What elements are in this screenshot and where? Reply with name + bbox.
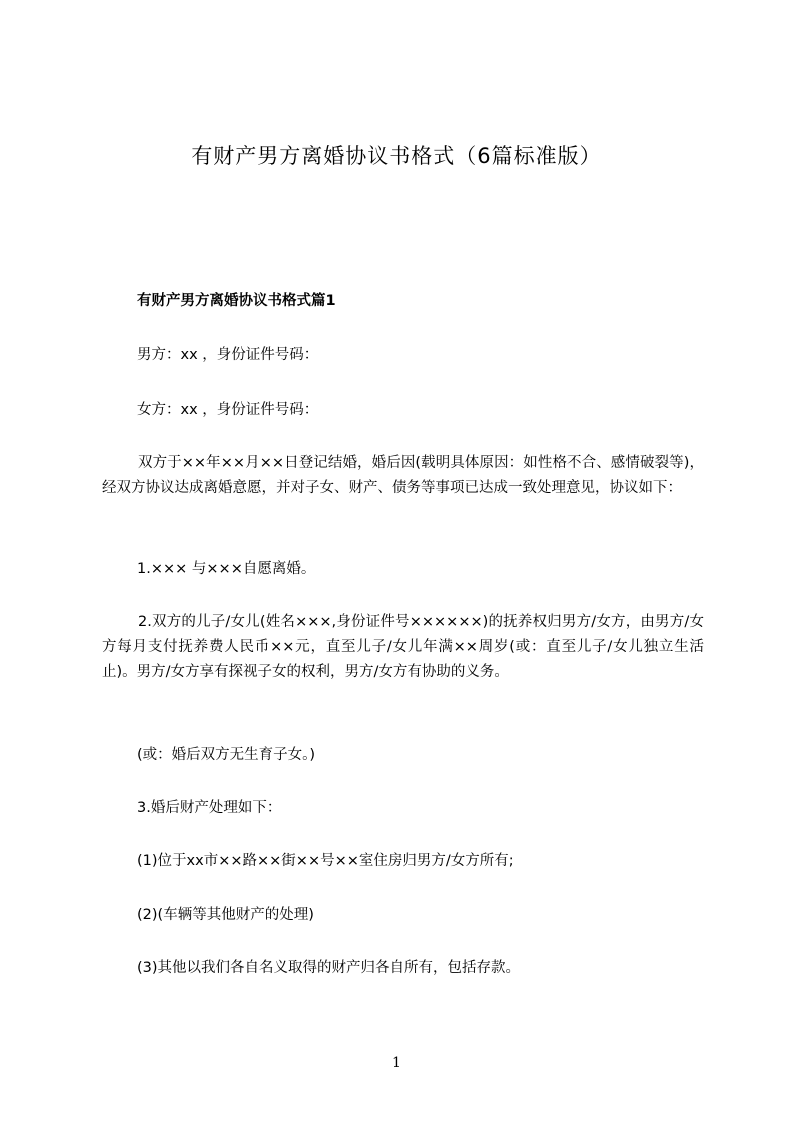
paragraph-property-3: (3)其他以我们各自名义取得的财产归各自所有，包括存款。 (137, 960, 521, 976)
paragraph-intro: 双方于××年××月××日登记结婚，婚后因(载明具体原因：如性格不合、感情破裂等)，经双方协议达成离婚意愿，并对子女、财产、债务等事项已达成一致处理意见，协议如下： (102, 455, 704, 496)
document-title: 有财产男方离婚协议书格式（6篇标准版） (191, 144, 602, 168)
section-heading: 有财产男方离婚协议书格式篇1 (137, 293, 336, 309)
paragraph-husband: 男方：xx ，身份证件号码： (137, 347, 319, 363)
paragraph-item-3: 3.婚后财产处理如下： (137, 800, 282, 816)
paragraph-item-2: 2.双方的儿子/女儿(姓名×××,身份证件号××××××)的抚养权归男方/女方，由男方/女方每月支付抚养费人民币××元，直至儿子/女儿年满××周岁(或：直至儿子/女儿独立生活止)。男方/女方享有探视子女的权利，男方/女方有协助的义务。 (102, 614, 704, 680)
paragraph-property-1: (1)位于xx市××路××街××号××室住房归男方/女方所有; (137, 853, 514, 869)
page-number: 1 (392, 1055, 401, 1071)
paragraph-item-1: 1.××× 与×××自愿离婚。 (137, 561, 316, 577)
paragraph-property-2: (2)(车辆等其他财产的处理) (137, 907, 314, 923)
paragraph-or-no-children: (或：婚后双方无生育子女。) (137, 747, 316, 763)
paragraph-wife: 女方：xx ，身份证件号码： (137, 402, 319, 418)
